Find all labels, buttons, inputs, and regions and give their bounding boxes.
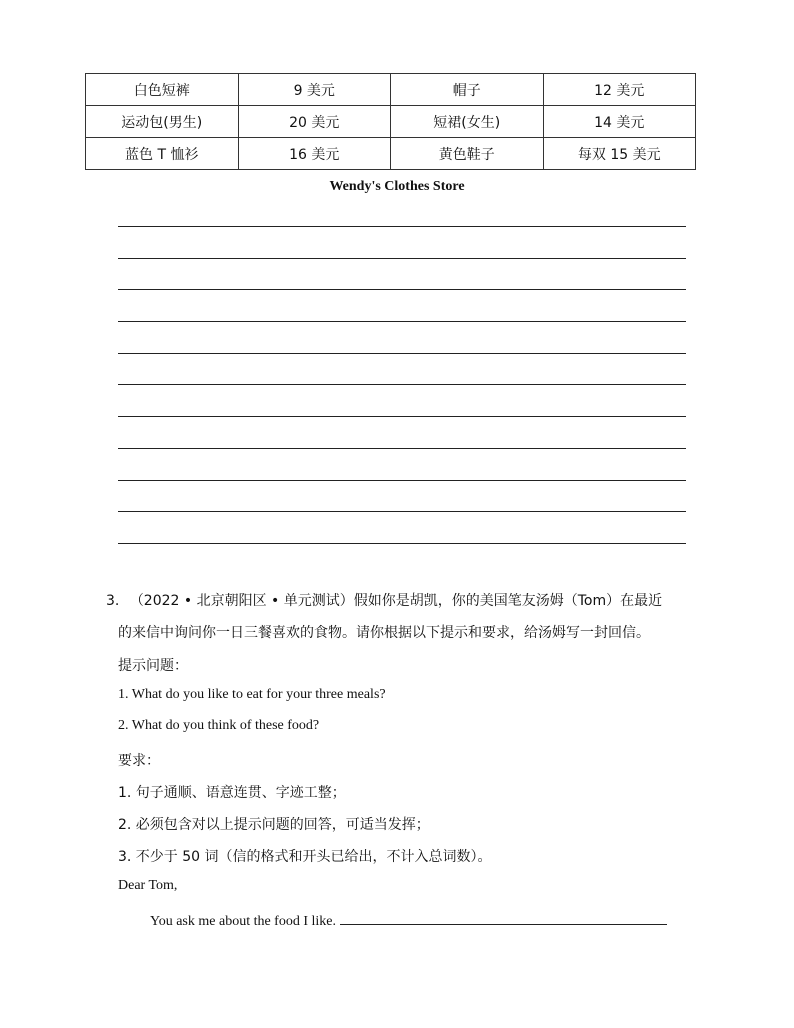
writing-line[interactable] [118, 258, 686, 290]
table-cell: 16 美元 [238, 138, 391, 170]
requirement-2: 2. 必须包含对以上提示问题的回答，可适当发挥； [118, 817, 430, 833]
writing-line[interactable] [118, 511, 686, 543]
table-cell: 20 美元 [238, 106, 391, 138]
letter-opening: You ask me about the food I like. [150, 914, 336, 929]
table-cell: 短裙(女生) [391, 106, 544, 138]
table-cell: 运动包(男生) [86, 106, 239, 138]
table-caption: Wendy's Clothes Store [329, 179, 465, 194]
hint-1: 1. What do you like to eat for your three meals? [118, 687, 386, 702]
table-row [86, 74, 696, 106]
writing-line[interactable] [118, 384, 686, 416]
table-cell: 9 美元 [238, 74, 391, 106]
writing-line[interactable] [118, 321, 686, 353]
hint-2: 2. What do you think of these food? [118, 718, 320, 733]
question-3-line-1 [106, 590, 662, 610]
table-cell: 14 美元 [543, 106, 696, 138]
table-row [86, 138, 696, 170]
price-table [85, 73, 696, 170]
writing-line[interactable] [118, 289, 686, 321]
question-number: 3. [106, 593, 120, 609]
letter-greeting: Dear Tom, [118, 878, 178, 893]
writing-line[interactable] [118, 543, 686, 575]
table-cell: 黄色鞋子 [391, 138, 544, 170]
question-prompt-line1: （2022 • 北京朝阳区 • 单元测试）假如你是胡凯，你的美国笔友汤姆（Tom）在最近 [129, 593, 663, 609]
writing-line[interactable] [118, 226, 686, 258]
question-prompt-line2: 的来信中询问你一日三餐喜欢的食物。请你根据以下提示和要求，给汤姆写一封回信。 [118, 625, 650, 641]
writing-line[interactable] [118, 353, 686, 385]
writing-line[interactable] [118, 448, 686, 480]
requirement-1: 1. 句子通顺、语意连贯、字迹工整； [118, 785, 346, 801]
table-cell: 帽子 [391, 74, 544, 106]
table-cell: 12 美元 [543, 74, 696, 106]
requirement-3: 3. 不少于 50 词（信的格式和开头已给出，不计入总词数）。 [118, 849, 492, 865]
table-cell: 每双 15 美元 [543, 138, 696, 170]
writing-line[interactable] [118, 480, 686, 512]
letter-opening-line [150, 910, 667, 930]
requirements-title: 要求： [118, 753, 160, 769]
answer-blank[interactable] [340, 910, 667, 925]
table-cell: 白色短裤 [86, 74, 239, 106]
writing-line[interactable] [118, 416, 686, 448]
table-cell: 蓝色 T 恤衫 [86, 138, 239, 170]
table-row [86, 106, 696, 138]
hint-title: 提示问题： [118, 658, 188, 674]
writing-lines[interactable] [118, 226, 686, 575]
